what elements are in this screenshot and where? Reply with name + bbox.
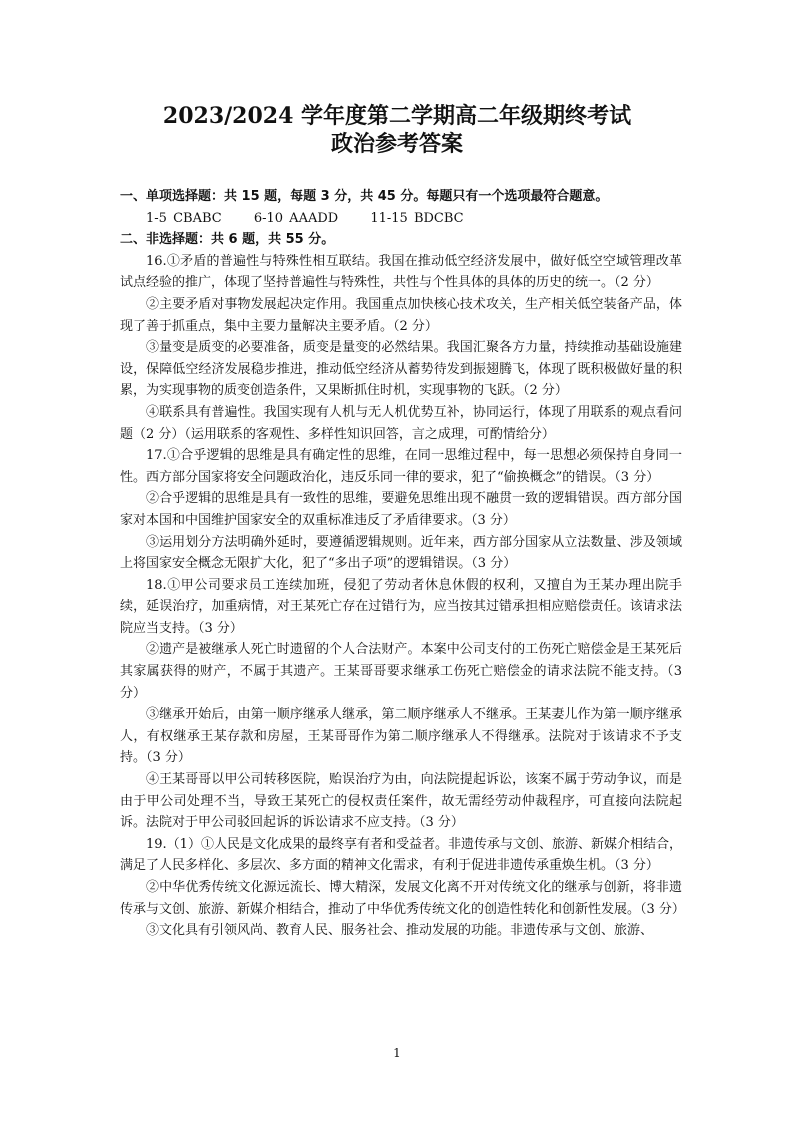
choice-answers [120, 208, 682, 230]
paragraph: ②中华优秀传统文化源远流长、博大精深，发展文化离不开对传统文化的继承与创新，将非遗传承与文创、旅游、新媒介相结合，推动了中华优秀传统文化的创造性转化和创新性发展。（3 分） [120, 880, 685, 917]
answer-group-1: 1-5 CBABC [146, 210, 222, 226]
paragraph: ③量变是质变的必要准备，质变是量变的必然结果。我国汇聚各方力量，持续推动基础设施建设，保障低空经济发展稳步推进，推动低空经济从蓄势待发到振翅腾飞，体现了既积极做好量的积累，为实现事物的质变创造条件，又果断抓住时机，实现事物的飞跃。（2 分） [120, 340, 682, 399]
paragraph: 17.①合乎逻辑的思维是具有确定性的思维，在同一思维过程中，每一思想必须保持自身同一性。西方部分国家将安全问题政治化，违反乐同一律的要求，犯了“偷换概念”的错误。（3 分） [120, 448, 682, 485]
page-number: 1 [393, 1046, 401, 1060]
exam-title: 2023/2024 学年度第二学期高二年级期终考试 [162, 103, 632, 129]
paragraph: ③继承开始后，由第一顺序继承人继承，第二顺序继承人不继承。王某妻儿作为第一顺序继承人，有权继承王某存款和房屋，王某哥哥作为第二顺序继承人不得继承。法院对于该请求不予支持。（3 分） [120, 707, 682, 766]
paragraph: ②合乎逻辑的思维是具有一致性的思维，要避免思维出现不融贯一致的逻辑错误。西方部分国家对本国和中国维护国家安全的双重标准违反了矛盾律要求。（3 分） [120, 491, 682, 528]
answer-group-2: 6-10 AAADD [253, 210, 339, 226]
paragraph: 18.①甲公司要求员工连续加班，侵犯了劳动者休息休假的权利，又擅自为王某办理出院手续，延误治疗，加重病情，对王某死亡存在过错行为，应当按其过错承担相应赔偿责任。该请求法院应当支持。（3 分） [120, 577, 682, 636]
answer-key-title: 政治参考答案 [330, 131, 463, 157]
answer-content [120, 186, 685, 942]
paragraph: ③文化具有引领风尚、教育人民、服务社会、推动发展的功能。非遗传承与文创、旅游、 [146, 923, 654, 939]
paragraph: ④联系具有普遍性。我国实现有人机与无人机优势互补，协同运行，体现了用联系的观点看问题（2 分）（运用联系的客观性、多样性知识回答，言之成理，可酌情给分） [120, 404, 682, 442]
paragraph: ③运用划分方法明确外延时，要遵循逻辑规则。近年来，西方部分国家从立法数量、涉及领域上将国家安全概念无限扩大化，犯了“多出子项”的逻辑错误。（3 分） [120, 534, 682, 572]
paragraph: ②主要矛盾对事物发展起决定作用。我国重点加快核心技术攻关，生产相关低空装备产品，体现了善于抓重点，集中主要力量解决主要矛盾。（2 分） [120, 296, 682, 334]
section-heading-2: 二、非选择题：共 6 题，共 55 分。 [120, 232, 335, 248]
paragraph: 19.（1）①人民是文化成果的最终享有者和受益者。非遗传承与文创、旅游、新媒介相结合，满足了人民多样化、多层次、多方面的精神文化需求，有利于促进非遗传承重焕生机。（3 分） [120, 836, 682, 874]
answer-group-3: 11-15 BDCBC [370, 210, 464, 226]
paragraph: 16.①矛盾的普遍性与特殊性相互联结。我国在推动低空经济发展中，做好低空空域管理改革试点经验的推广，体现了坚持普遍性与特殊性，共性与个性具体的具体的历史的统一。（2 分） [120, 253, 682, 291]
section-heading-1: 一、单项选择题：共 15 题，每题 3 分，共 45 分。每题只有一个选项最符合题意。 [120, 189, 609, 204]
paragraph: ②遗产是被继承人死亡时遗留的个人合法财产。本案中公司支付的工伤死亡赔偿金是王某死后其家属获得的财产，不属于其遗产。王某哥哥要求继承工伤死亡赔偿金的请求法院不能支持。（3 分） [120, 642, 682, 701]
paragraph: ④王某哥哥以甲公司转移医院，贻误治疗为由，向法院提起诉讼，该案不属于劳动争议，而是由于甲公司处理不当，导致王某死亡的侵权责任案件，故无需经劳动仲裁程序，可直接向法院起诉。法院对于甲公司驳回起诉的诉讼请求不应支持。（3 分） [120, 772, 682, 831]
